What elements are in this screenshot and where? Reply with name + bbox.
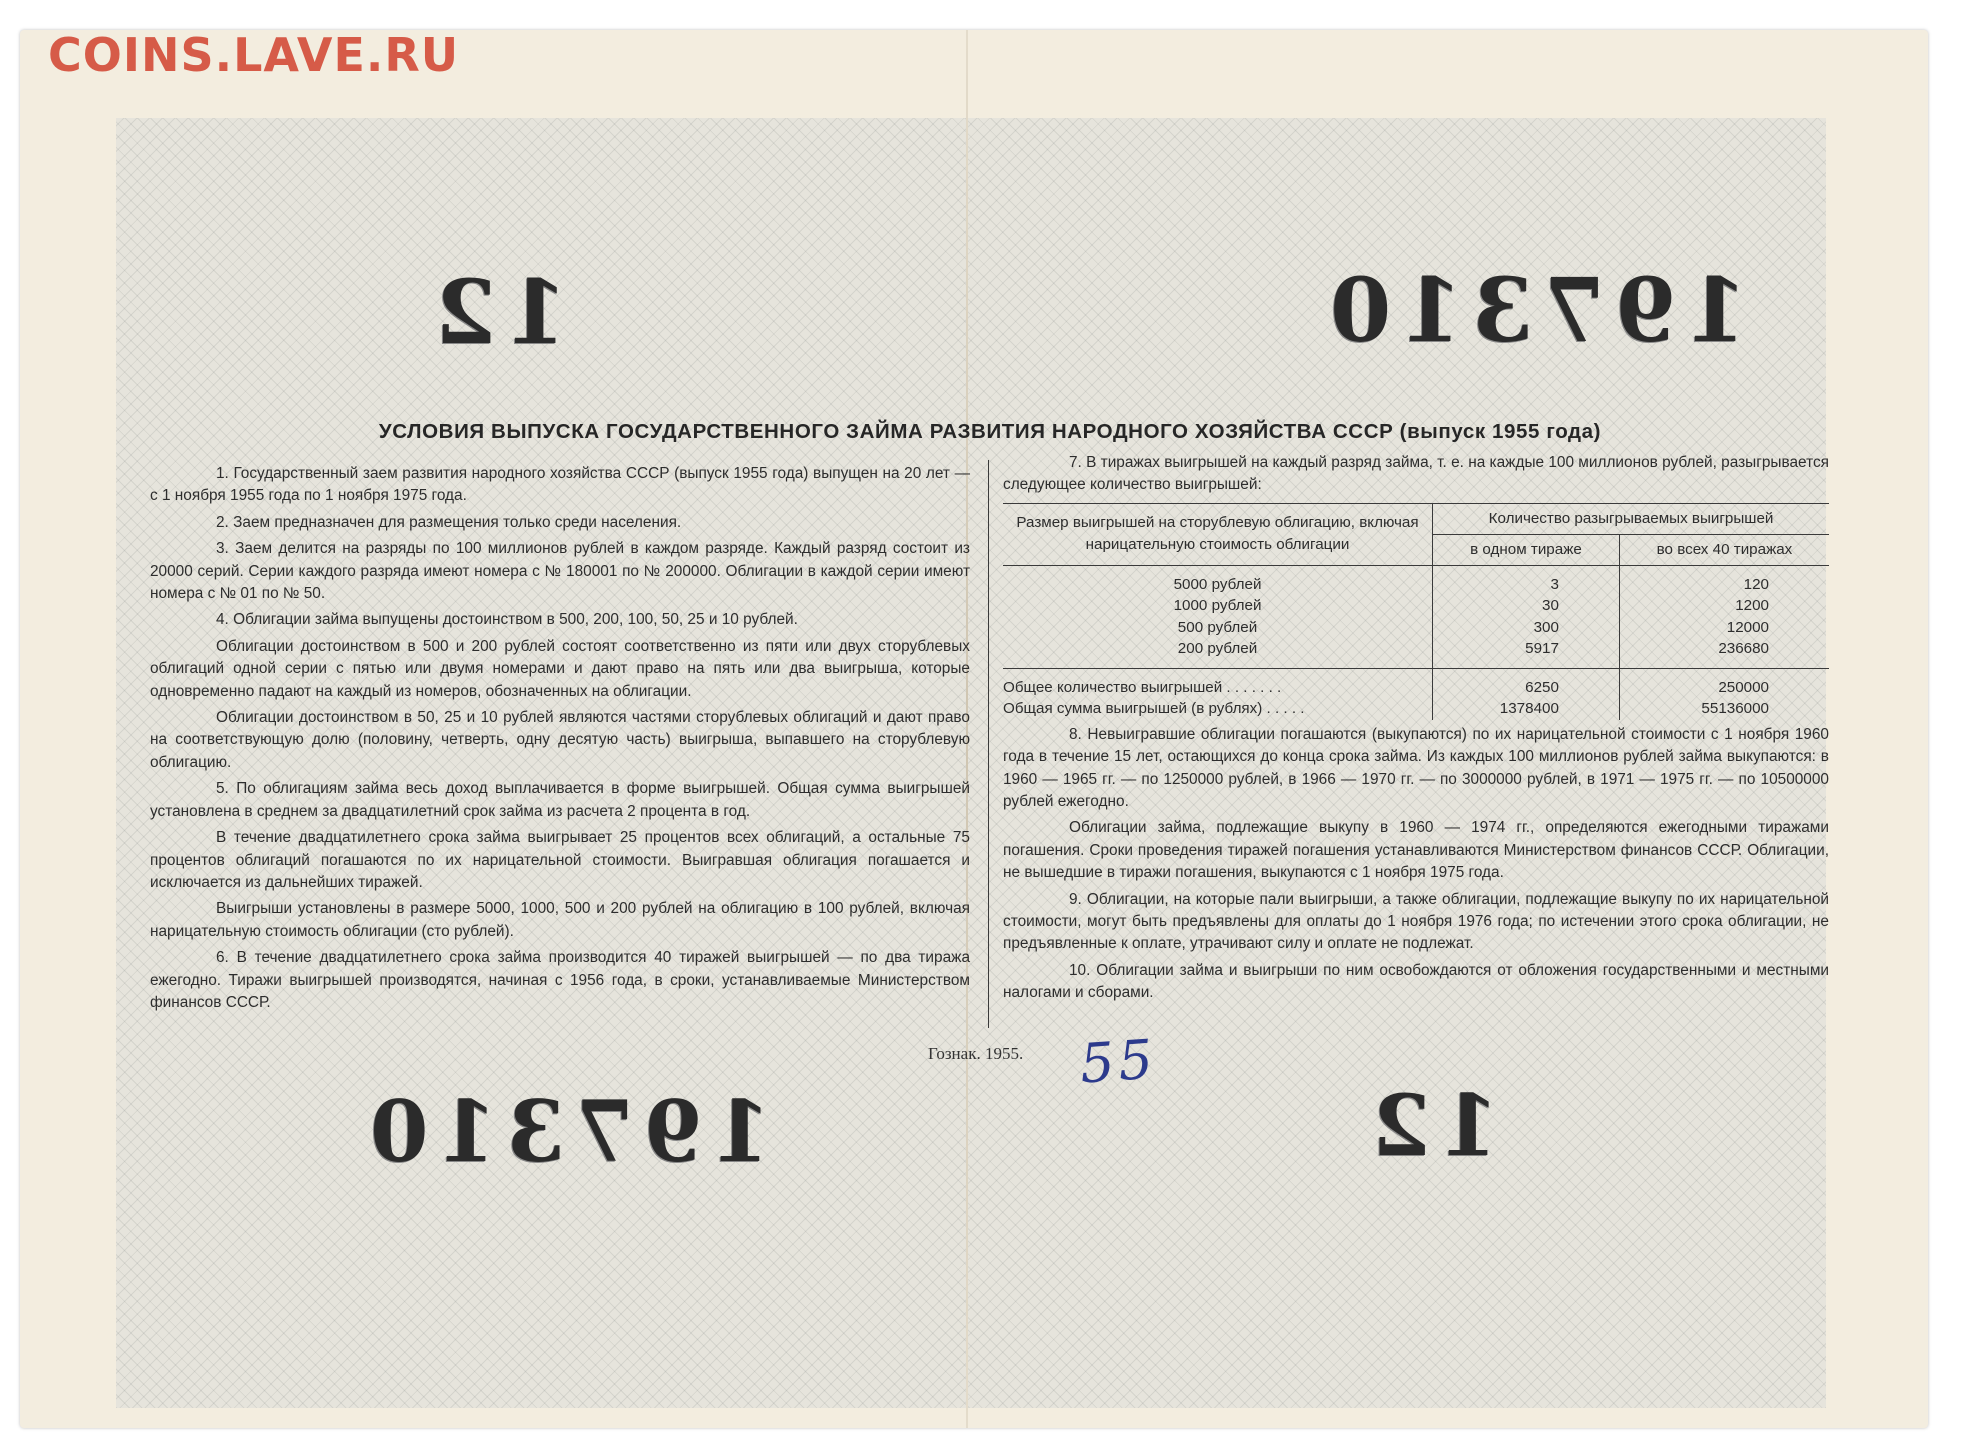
printer-imprint: Гознак. 1955. [928, 1044, 1024, 1063]
clause-8: 8. Невыигравшие облигации погашаются (выкупаются) по их нарицательной стоимости с 1 ноября 1960 года в течение 15 лет, остающихся до конца срока займа. Из каждых 100 миллионов рублей займа выкупаются: в 1960 — 1965 гг. — по 1250000 рублей, в 1966 — 1970 гг. — по 3000000 рублей, в 1971 — 1975 гг. — по 10500000 рублей ежегодно. [1003, 725, 1829, 811]
clause-2: 2. Заем предназначен для размещения только среди населения. [216, 513, 682, 531]
clause-7: 7. В тиражах выигрышей на каждый разряд займа, т. е. на каждые 100 миллионов рублей, разыгрывается следующее количество выигрышей: [1003, 454, 1829, 494]
conditions-left-column [150, 463, 970, 1018]
clause-8-detail: Облигации займа, подлежащие выкупу в 1960 — 1974 гг., определяются ежегодными тиражами погашения. Сроки проведения тиражей погашения устанавливаются Министерством финансов СССР. Облигации, не вышедшие в тиражи погашения, выкупаются с 1 ноября 1975 года. [1003, 819, 1829, 882]
handwritten-note: 55 [1077, 1027, 1159, 1096]
site-watermark: COINS.LAVE.RU [48, 28, 460, 82]
header-all-draws: во всех 40 тиражах [1619, 534, 1829, 565]
conditions-title: УСЛОВИЯ ВЫПУСКА ГОСУДАРСТВЕННОГО ЗАЙМА РАЗВИТИЯ НАРОДНОГО ХОЗЯЙСТВА СССР (выпуск 1955 года) [378, 420, 1602, 443]
prize-one-draw: 5917 [1433, 638, 1620, 668]
clause-3: 3. Заем делится на разряды по 100 миллионов рублей в каждом разряде. Каждый разряд состоит из 20000 серий. Серии каждого разряда имеют номера с № 180001 по № 200000. Облигации в каждой серии имеют номера с № 01 по № 50. [150, 540, 970, 603]
total-count-one-draw: 6250 [1433, 668, 1620, 698]
clause-4: 4. Облигации займа выпущены достоинством в 500, 200, 100, 50, 25 и 10 рублей. [216, 611, 798, 629]
clause-5-detail-a: В течение двадцатилетнего срока займа выигрывает 25 процентов всех облигаций, а остальные 75 процентов облигаций погашаются по их нарицательной стоимости. Выигравшая облигация погашается и исключается из дальнейших тиражей. [150, 829, 970, 891]
prize-label: 200 рублей [1177, 640, 1258, 658]
bond-number-top-right: 197310 [1320, 258, 1748, 362]
series-number-top-left: 12 [425, 260, 568, 364]
header-prize-count: Количество разыгрываемых выигрышей [1433, 503, 1829, 534]
total-sum-one-draw: 1378400 [1433, 698, 1620, 720]
clause-6: 6. В течение двадцатилетнего срока займа производится 40 тиражей выигрышей — по два тиража ежегодно. Тиражи выигрышей производятся, начиная с 1956 года, в сроки, устанавливаемые Министерством финансов СССР. [150, 949, 970, 1011]
prize-all-draws: 12000 [1619, 617, 1829, 639]
clause-9: 9. Облигации, на которые пали выигрыши, а также облигации, подлежащие выкупу по их нарицательной стоимости, могут быть предъявлены для оплаты до 1 ноября 1976 года; по истечении этого срока облигации, не предъявленные к оплате, утрачивают силу и оплате не подлежат. [1003, 890, 1829, 953]
winnings-table [1003, 503, 1829, 720]
prize-label: 5000 рублей [1173, 575, 1262, 593]
clause-10: 10. Облигации займа и выигрыши по ним освобождаются от обложения государственными и местными налогами и сборами. [1003, 961, 1829, 1002]
column-divider [988, 460, 989, 1028]
prize-one-draw: 30 [1433, 595, 1620, 617]
total-count-label: Общее количество выигрышей . . . . . . . [1003, 678, 1282, 696]
header-one-draw: в одном тираже [1433, 534, 1620, 565]
total-sum-label: Общая сумма выигрышей (в рублях) . . . . . [1003, 700, 1305, 718]
clause-5-detail-b: Выигрыши установлены в размере 5000, 1000, 500 и 200 рублей на облигацию в 100 рублей, включая нарицательную стоимость облигации (сто рублей). [150, 900, 970, 940]
prize-one-draw: 3 [1433, 565, 1620, 595]
clause-4-detail-a: Облигации достоинством в 500 и 200 рублей состоят соответственно из пяти или двух сторублевых облигаций одной серии с пятью или двумя номерами и дают право на пять или два выигрыша, которые одновременно падают на каждый из номеров, обозначенных на облигации. [150, 637, 970, 700]
prize-one-draw: 300 [1433, 617, 1620, 639]
clause-4-detail-b: Облигации достоинством в 50, 25 и 10 рублей являются частями сторублевых облигаций и дают право на соответствующую долю (половину, четверть, одну десятую часть) выигрыша, выпавшего на сторублевую облигацию. [150, 709, 970, 771]
conditions-right-column [1003, 452, 1829, 1009]
prize-all-draws: 1200 [1619, 595, 1829, 617]
prize-all-draws: 236680 [1619, 638, 1829, 668]
series-number-bottom-right: 12 [1362, 1076, 1499, 1175]
bond-number-bottom-left: 197310 [360, 1082, 771, 1181]
prize-label: 500 рублей [1177, 618, 1258, 636]
clause-1: 1. Государственный заем развития народного хозяйства СССР (выпуск 1955 года) выпущен на 20 лет — с 1 ноября 1955 года по 1 ноября 1975 года. [150, 465, 970, 505]
total-count-all-draws: 250000 [1619, 668, 1829, 698]
prize-label: 1000 рублей [1173, 597, 1262, 615]
total-sum-all-draws: 55136000 [1619, 698, 1829, 720]
prize-all-draws: 120 [1619, 565, 1829, 595]
header-prize-size: Размер выигрышей на сторублевую облигацию, включая нарицательную стоимость облигации [1016, 514, 1419, 554]
clause-5: 5. По облигациям займа весь доход выплачивается в форме выигрышей. Общая сумма выигрышей установлена в среднем за двадцатилетний срок займа из расчета 2 процента в год. [150, 780, 970, 820]
